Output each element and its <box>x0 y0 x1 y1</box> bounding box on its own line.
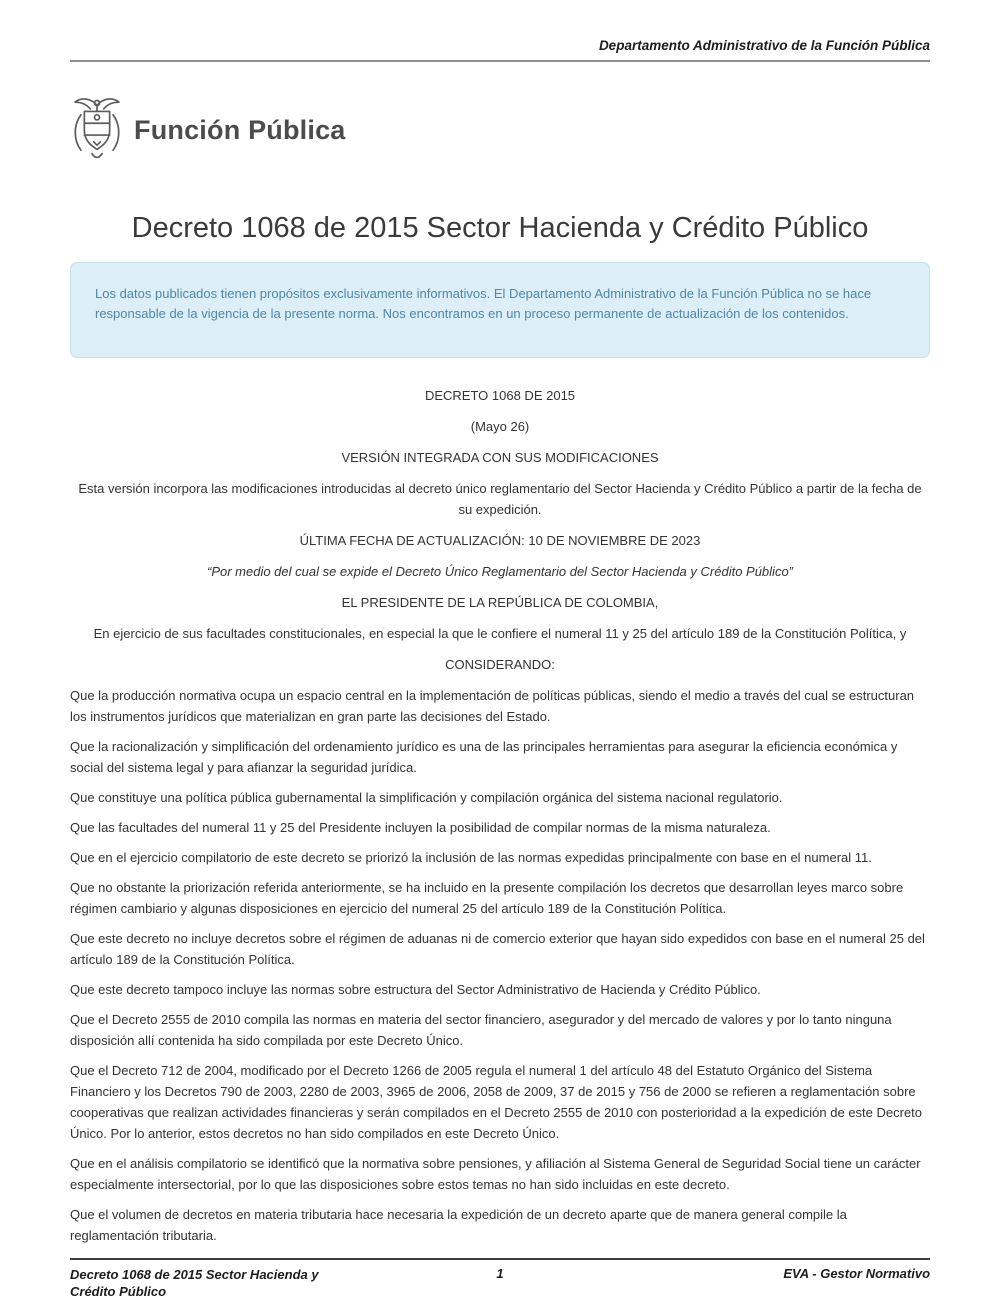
decree-purpose-quote: “Por medio del cual se expide el Decreto Único Reglamentario del Sector Hacienda y Crédito Público” <box>206 564 793 579</box>
president-line: EL PRESIDENTE DE LA REPÚBLICA DE COLOMBIA, <box>341 595 659 610</box>
decree-number-heading: DECRETO 1068 DE 2015 <box>424 388 576 403</box>
department-header-text: Departamento Administrativo de la Función Pública <box>598 38 930 53</box>
considerando-heading: CONSIDERANDO: <box>445 657 555 672</box>
footer-page-number: 1 <box>496 1266 504 1281</box>
decree-date-line: (Mayo 26) <box>470 419 530 434</box>
disclaimer-notice: Los datos publicados tienen propósitos exclusivamente informativos. El Departamento Administrativo de la Función Pública no se hace responsable de la vigencia de la presente norma. Nos encontramos en un proceso permanente de actualización de los contenidos. <box>70 262 930 358</box>
consideration-paragraph: Que la racionalización y simplificación del ordenamiento jurídico es una de las principales herramientas para asegurar la eficiencia económica y social del sistema legal y para afianzar la seguridad jurídica. <box>70 739 898 775</box>
funcion-publica-logo <box>70 92 930 168</box>
footer-row <box>70 1266 930 1300</box>
consideration-paragraph: Que en el análisis compilatorio se identificó que la normativa sobre pensiones, y afiliación al Sistema General de Seguridad Social tiene un carácter especialmente intersectorial, por lo que las disposiciones sobre estos temas no han sido incluidas en este decreto. <box>70 1156 921 1192</box>
consideration-paragraph: Que constituye una política pública gubernamental la simplificación y compilación orgánica del sistema nacional regulatorio. <box>70 790 783 805</box>
page-header <box>70 38 930 62</box>
logo-wordmark: Función Pública <box>134 114 346 145</box>
integrated-version-heading: VERSIÓN INTEGRADA CON SUS MODIFICACIONES <box>341 450 659 465</box>
last-update-line: ÚLTIMA FECHA DE ACTUALIZACIÓN: 10 DE NOVIEMBRE DE 2023 <box>299 533 701 548</box>
consideration-paragraph: Que la producción normativa ocupa un espacio central en la implementación de políticas públicas, siendo el medio a través del cual se estructuran los instrumentos jurídicos que materializan en gran parte las decisiones del Estado. <box>70 688 915 724</box>
consideration-paragraph: Que no obstante la priorización referida anteriormente, se ha incluido en la presente compilación los decretos que desarrollan leyes marco sobre régimen cambiario y algunas disposiciones en ejercicio del numeral 25 del artículo 189 de la Constitución Política. <box>70 880 904 916</box>
consideration-paragraph: Que las facultades del numeral 11 y 25 del Presidente incluyen la posibilidad de compilar normas de la misma naturaleza. <box>70 820 771 835</box>
footer-document-name: Decreto 1068 de 2015 Sector Hacienda y Crédito Público <box>70 1267 319 1299</box>
consideration-paragraph: Que este decreto no incluye decretos sobre el régimen de aduanas ni de comercio exterior que hayan sido expedidos con base en el numeral 25 del artículo 189 de la Constitución Política. <box>70 931 925 967</box>
consideration-paragraph: Que en el ejercicio compilatorio de este decreto se priorizó la inclusión de las normas expedidas principalmente con base en el numeral 11. <box>70 850 872 865</box>
header-divider <box>70 60 930 62</box>
footer-source-label: EVA - Gestor Normativo <box>783 1266 931 1281</box>
consideration-paragraph: Que el volumen de decretos en materia tributaria hace necesaria la expedición de un decreto aparte que de manera general compile la reglamentación tributaria. <box>70 1207 847 1243</box>
version-note: Esta versión incorpora las modificaciones introducidas al decreto único reglamentario del Sector Hacienda y Crédito Público a partir de la fecha de su expedición. <box>78 481 922 517</box>
document-title: Decreto 1068 de 2015 Sector Hacienda y Crédito Público <box>131 212 869 244</box>
consideration-paragraph: Que el Decreto 2555 de 2010 compila las normas en materia del sector financiero, asegurador y del mercado de valores y por lo tanto ninguna disposición allí contenida ha sido compilada por este Decreto Único. <box>70 1012 892 1048</box>
decree-preamble <box>70 385 930 675</box>
considerations-section <box>70 685 930 1246</box>
footer-divider <box>70 1258 930 1260</box>
consideration-paragraph: Que el Decreto 712 de 2004, modificado por el Decreto 1266 de 2005 regula el numeral 1 del artículo 48 del Estatuto Orgánico del Sistema Financiero y los Decretos 790 de 2003, 2280 de 2003, 3965 de 2006, 2058 de 2009, 37 de 2015 y 756 de 2000 se refieren a reglamentación sobre cooperativas que realizan actividades financieras y serán compilados en el Decreto 2555 de 2010 con posterioridad a la expedición de este Decreto Único. Por lo anterior, estos decretos no han sido compilados en este Decreto Único. <box>70 1063 923 1141</box>
consideration-paragraph: Que este decreto tampoco incluye las normas sobre estructura del Sector Administrativo de Hacienda y Crédito Público. <box>70 982 761 997</box>
faculties-line: En ejercicio de sus facultades constitucionales, en especial la que le confiere el numeral 11 y 25 del artículo 189 de la Constitución Política, y <box>93 626 907 641</box>
coat-of-arms-icon <box>70 93 124 167</box>
